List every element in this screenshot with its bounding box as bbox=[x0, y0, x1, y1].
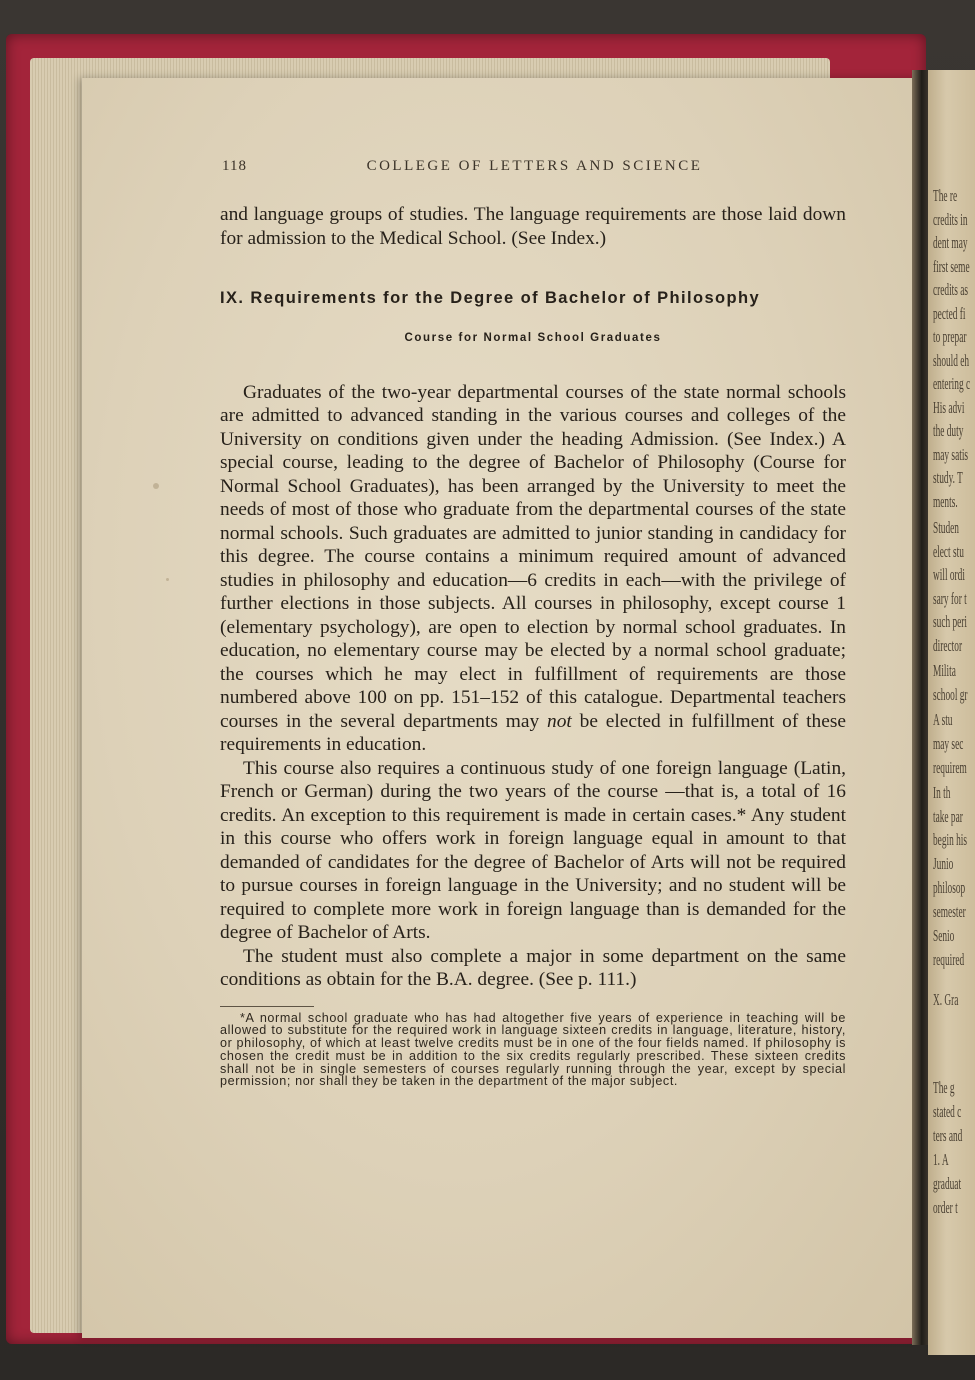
page-number: 118 bbox=[222, 158, 247, 174]
facing-page-text: begin his bbox=[933, 830, 968, 849]
facing-page-text: should eh bbox=[933, 351, 970, 370]
facing-page-text: ments. bbox=[933, 492, 958, 511]
emphasis-text: not bbox=[547, 710, 572, 732]
facing-page-text: required bbox=[933, 950, 965, 969]
facing-page-text: the duty bbox=[933, 421, 964, 440]
facing-page-text: such peri bbox=[933, 612, 968, 631]
paper-spot bbox=[153, 483, 159, 489]
facing-page-text: 1. A bbox=[933, 1150, 949, 1169]
paragraph-major: The student must also complete a major in some department on the same conditions as obtain for the B.A. degree. (See p. 111.) bbox=[220, 945, 846, 990]
page-header bbox=[222, 158, 847, 188]
facing-page-text: ters and bbox=[933, 1126, 963, 1145]
facing-page-text: stated c bbox=[933, 1102, 962, 1121]
facing-page-text: The re bbox=[933, 186, 958, 205]
facing-page-text: credits in bbox=[933, 210, 968, 229]
paragraph-normal-school-graduates bbox=[220, 381, 846, 757]
intro-paragraph: and language groups of studies. The language requirements are those laid down for admission to the Medical School. (See Index.) bbox=[220, 204, 846, 249]
facing-page-text: will ordi bbox=[933, 565, 965, 584]
facing-page-text: to prepar bbox=[933, 327, 967, 346]
facing-page-text: Senio bbox=[933, 926, 955, 945]
paragraph-text: be elected in fulfillment of these requirements in education. bbox=[220, 710, 846, 755]
facing-page-text: Milita bbox=[933, 661, 956, 680]
footnote-text: *A normal school graduate who has had altogether five years of experience in teaching will be allowed to substitute for the required work in language sixteen credits in language, literature, history, or philosophy, of which at least twelve credits must be in one of the four fields named. If philosophy is chosen the credit must be in addition to the six credits regularly prescribed. These sixteen credits shall not be in single semesters of courses regularly running through the year, except by special permission; nor shall they be taken in the department of the major subject. bbox=[220, 1010, 846, 1089]
facing-page-text: school gr bbox=[933, 685, 968, 704]
paragraph-foreign-language: This course also requires a continuous study of one foreign language (Latin, French or German) during the two years of the course —that is, a total of 16 credits. An exception to this requirement is made in certain cases.* Any student in this course who offers work in foreign language equal in amount to that demanded of candidates for the degree of Bachelor of Arts will not be required to pursue courses in foreign language in the University; and no student will be required to complete more work in foreign language than is demanded for the degree of Bachelor of Arts. bbox=[220, 757, 846, 943]
page-body bbox=[220, 203, 846, 1088]
facing-page-text: requirem bbox=[933, 758, 967, 777]
footnote bbox=[220, 1012, 846, 1089]
facing-page-text: director bbox=[933, 636, 963, 655]
footnote-rule bbox=[220, 1006, 314, 1007]
spine-gutter bbox=[912, 70, 928, 1345]
facing-page-text: elect stu bbox=[933, 542, 964, 561]
facing-page-text: take par bbox=[933, 807, 963, 826]
facing-page-text: first seme bbox=[933, 257, 970, 276]
facing-page-text: order t bbox=[933, 1198, 958, 1217]
facing-page-text: His advi bbox=[933, 398, 965, 417]
facing-page-text: sary for t bbox=[933, 589, 967, 608]
facing-page-text: may satis bbox=[933, 445, 969, 464]
facing-page-text: may sec bbox=[933, 734, 964, 753]
running-head: COLLEGE OF LETTERS AND SCIENCE bbox=[366, 158, 703, 174]
section-subheading: Course for Normal School Graduates bbox=[404, 332, 662, 344]
facing-page-text: philosop bbox=[933, 878, 966, 897]
facing-page-text: dent may bbox=[933, 233, 968, 252]
facing-page-text: Junio bbox=[933, 854, 954, 873]
paragraph-text: Graduates of the two-year departmental courses of the state normal schools are admitted to advanced standing in the various courses and colleges of the University on conditions given under the heading Admission. (See Index.) A special course, leading to the degree of Bachelor of Philosophy (Course for Normal School Graduates), has been arranged by the University to meet the needs of most of those who graduate from the departmental courses of the state normal schools. Such graduates are admitted to junior standing in candidacy for this degree. The course contains a minimum required amount of advanced studies in philosophy and education—6 credits in each—with the privilege of further elections in those subjects. All courses in philosophy, except course 1 (elementary psychology), are open to election by normal school graduates. In education, no elementary course may be elected by a normal school graduate; the courses which he may elect in fulfillment of requirements are those numbered above 100 on pp. 151–152 of this catalogue. Departmental teachers courses in the several departments may bbox=[220, 381, 846, 732]
facing-page-text: In th bbox=[933, 783, 951, 802]
facing-page-text: Studen bbox=[933, 518, 959, 537]
facing-page-text: A stu bbox=[933, 710, 953, 729]
facing-page-text: pected fi bbox=[933, 304, 966, 323]
facing-page-text: entering c bbox=[933, 374, 971, 393]
facing-page-text: study. T bbox=[933, 468, 963, 487]
section-heading: IX. Requirements for the Degree of Bachelor of Philosophy bbox=[220, 289, 761, 307]
paper-spot bbox=[166, 578, 169, 581]
facing-page bbox=[928, 70, 975, 1355]
facing-page-text: semester bbox=[933, 902, 966, 921]
facing-page-text: graduat bbox=[933, 1174, 962, 1193]
facing-page-text: X. Gra bbox=[933, 990, 959, 1009]
facing-page-text: The g bbox=[933, 1078, 955, 1097]
facing-page-text: credits as bbox=[933, 280, 969, 299]
